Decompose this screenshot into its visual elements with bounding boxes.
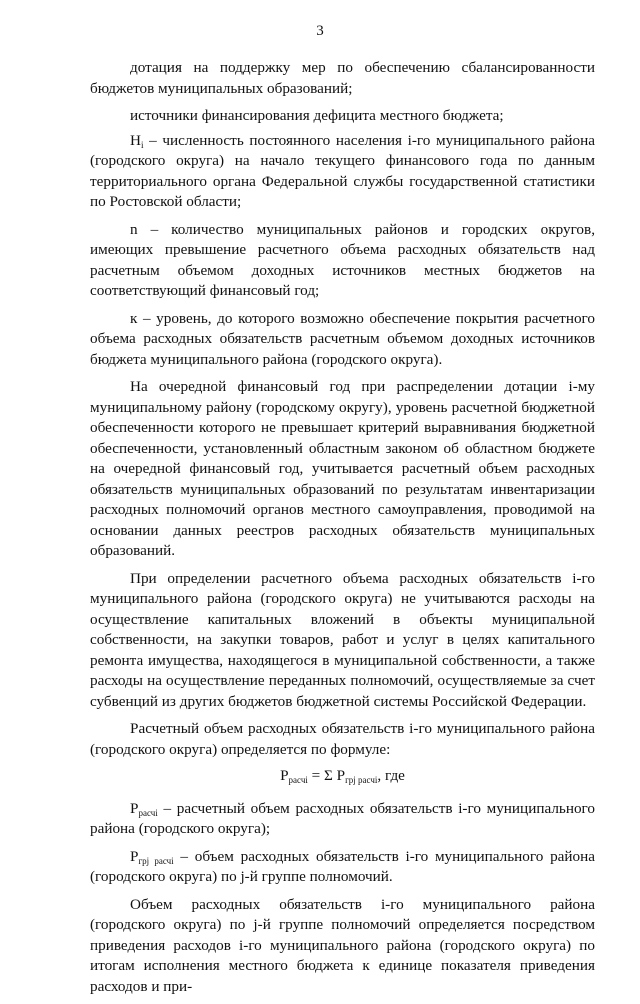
paragraph-financing-sources: источники финансирования дефицита местного бюджета;: [130, 107, 504, 124]
formula-end: , где: [377, 767, 405, 784]
def1-subscript: расчi: [138, 807, 158, 818]
paragraph-excluded-expenses: При определении расчетного объема расходных обязательств i-го муниципального района (городского округа) не учитываются расходы на осуществление капитальных вложений в объекты муниципальной собственности, на закупки товаров, работ и услуг в целях капитального ремонта имущества, находящегося в муниципальной собственности, а также расходы на осуществление переданных полномочий, осуществляемые за счет субвенций из других бюджетов бюджетной системы Российской Федерации.: [90, 569, 595, 710]
paragraph-k-definition: к – уровень, до которого возможно обеспечение покрытия расчетного объема расходных обязательств расчетным объемом доходных источников бюджета муниципального района (городского округа).: [90, 309, 595, 368]
document-body: [90, 58, 595, 1004]
paragraph-dotation-distribution: На очередной финансовый год при распределении дотации i-му муниципальному району (городскому округу), уровень расчетной бюджетной обеспеченности которого не превышает критерий выравнивания бюджетной обеспеченности, установленный областным законом об областном бюджете на очередной финансовый год, учитывается расчетный объем расходных обязательств муниципальных образований по результатам инвентаризации расходных полномочий органов местного самоуправления, проводимой на основании данных реестров расходных обязательств муниципальных образований.: [90, 378, 595, 559]
paragraph-formula-intro: Расчетный объем расходных обязательств i-го муниципального района (городского округа) определяется по формуле:: [90, 720, 595, 758]
paragraph-expense-volume: Объем расходных обязательств i-го муниципального района (городского округа) по j-й группе полномочий определяется посредством приведения расходов i-го муниципального района (городского округа) по итогам исполнения местного бюджета к единице показателя приведения расходов и при-: [90, 895, 595, 995]
def2-text: – объем расходных обязательств i-го муниципального района (городского округа) по j-й группе полномочий.: [90, 847, 595, 885]
def2-symbol: P: [130, 847, 139, 865]
formula-sum: = Σ P: [307, 767, 346, 784]
def1-symbol: P: [130, 799, 139, 817]
symbol-n-population: Н: [130, 131, 141, 149]
def1-text: – расчетный объем расходных обязательств i-го муниципального района (городского округа);: [90, 799, 595, 837]
paragraph-dotation: дотация на поддержку мер по обеспечению сбалансированности бюджетов муниципальных образований;: [90, 59, 595, 97]
def2-subscript: грj расчi: [138, 855, 174, 866]
formula-lhs: P: [280, 767, 289, 784]
formula-lhs-subscript: расчi: [288, 775, 308, 785]
paragraph-def-p-rasch: [90, 799, 595, 840]
page-number: 3: [316, 23, 324, 39]
formula-calculated-volume: [90, 766, 595, 787]
paragraph-def-p-grj: [90, 847, 595, 888]
population-definition-text: – численность постоянного населения i-го муниципального района (городского округа) на начало текущего финансового года по данным территориального органа Федеральной службы государственной статистики по Ростовской области;: [90, 131, 595, 210]
paragraph-n-definition: n – количество муниципальных районов и городских округов, имеющих превышение расчетного объема расходных обязательств над расчетным объемом доходных источников местных бюджетов на соответствующий финансовый год;: [90, 220, 595, 299]
symbol-subscript-i: i: [140, 139, 144, 150]
paragraph-population-definition: [90, 131, 595, 213]
formula-rhs-subscript: грj расчi: [345, 775, 378, 785]
